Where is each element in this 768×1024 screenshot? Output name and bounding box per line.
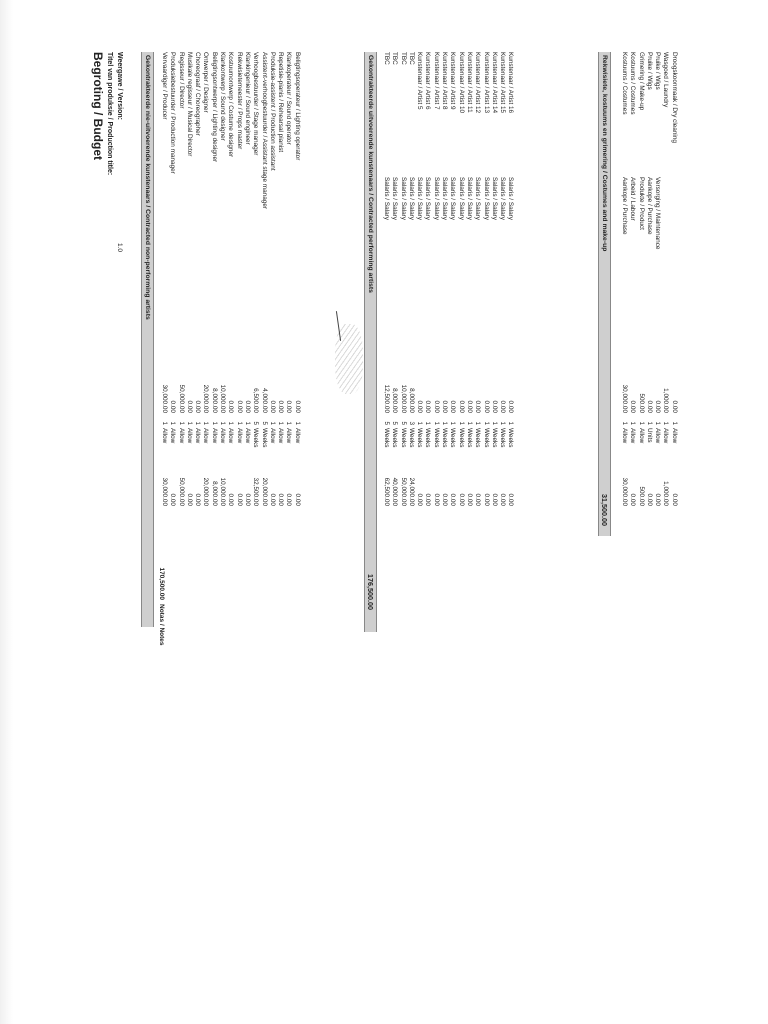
row-rate: 0.00 (244, 400, 251, 413)
section-2-total: 176,500.00 (366, 574, 375, 610)
row-item: Wasgoed / Laundry (662, 52, 670, 108)
row-unit: Weeks (474, 428, 482, 448)
row-total: 0.00 (227, 493, 235, 506)
row-type: Salaris / Salary (441, 177, 449, 220)
section-1-header (141, 52, 154, 627)
table-row (457, 52, 465, 692)
row-qty: 3 (407, 421, 415, 425)
row-rate: 0.00 (285, 400, 293, 413)
row-type: Salaris / Salary (466, 177, 473, 220)
row-rate: 30,000.00 (621, 384, 628, 413)
row-qty: 1 (432, 421, 440, 425)
section-3-heading: Rekwisiete, kostuums en grimering / Costumes and make-up (601, 55, 608, 252)
row-rate: 8,000.00 (407, 388, 415, 413)
table-row (440, 52, 448, 692)
row-unit: Allow (194, 428, 202, 444)
row-qty: 1 (621, 421, 628, 425)
row-rate: 0.00 (507, 400, 515, 413)
table-row (218, 52, 226, 692)
row-unit: Weeks (466, 428, 473, 448)
table-row (473, 52, 481, 692)
row-item: Kunstenaar / Artist 9 (449, 52, 457, 110)
row-item: Musikale regisseur / Musical Director (185, 52, 193, 157)
row-qty: 5 (260, 421, 268, 425)
row-unit: Allow (654, 428, 662, 444)
row-qty: 1 (202, 421, 210, 425)
row-item: Choreograaf / Choreographer (194, 52, 202, 136)
row-qty: 1 (185, 421, 193, 425)
row-item: Regisseur / Director (177, 52, 185, 109)
table-row (293, 52, 301, 692)
section-3-header (598, 52, 611, 536)
row-unit: Weeks (441, 428, 449, 448)
row-type: Salaris / Salary (407, 177, 415, 220)
row-unit: Weeks (490, 428, 498, 448)
row-qty: 1 (499, 421, 507, 425)
row-total: 30,000.00 (621, 477, 628, 506)
row-total: 0.00 (645, 493, 653, 506)
row-item: TBC (383, 52, 390, 65)
row-unit: Weeks (457, 428, 465, 448)
row-unit: Weeks (449, 428, 457, 448)
row-item: Ontwerper / Designer (202, 52, 210, 113)
row-total: 0.00 (268, 493, 276, 506)
row-qty: 1 (235, 421, 243, 425)
row-qty: 1 (645, 421, 653, 425)
row-rate: 8,000.00 (391, 388, 399, 413)
table-row (628, 52, 636, 692)
row-item: Kunstenaar / Artist 7 (432, 52, 440, 110)
row-type: Salaris / Salary (490, 177, 498, 220)
row-item: Vervaardiger / Producer (161, 52, 168, 120)
row-qty: 1 (268, 421, 276, 425)
row-unit: Allow (169, 428, 177, 444)
row-qty: 5 (399, 421, 407, 425)
row-total: 0.00 (482, 493, 490, 506)
row-item: Kostuums / Costumes (629, 52, 637, 115)
row-item: Kostuumontwerp / Costume designer (227, 52, 235, 158)
row-qty: 5 (383, 421, 390, 425)
row-total: 0.00 (244, 493, 251, 506)
row-rate: 0.00 (235, 400, 243, 413)
row-rate: 0.00 (293, 400, 301, 413)
row-unit: Weeks (424, 428, 432, 448)
row-type: Versorging / Maintenance (654, 177, 662, 250)
row-type: Salaris / Salary (432, 177, 440, 220)
row-total: 0.00 (474, 493, 482, 506)
row-item: Produksie-assistent / Production assistant (268, 52, 276, 171)
row-type: Salaris / Salary (416, 177, 424, 220)
table-row (448, 52, 456, 692)
row-rate: 0.00 (670, 400, 678, 413)
row-unit: Allow (185, 428, 193, 444)
row-qty: 1 (177, 421, 185, 425)
row-type: Aankope / Purchase (645, 177, 653, 235)
row-total: 0.00 (507, 493, 515, 506)
row-item: TBC (399, 52, 407, 65)
table-row (177, 52, 185, 692)
row-rate: 50,000.00 (177, 384, 185, 413)
scan-edge (0, 0, 13, 1024)
row-rate: 0.00 (499, 400, 507, 413)
row-total: 32,500.00 (252, 477, 260, 506)
row-type: Salaris / Salary (499, 177, 507, 220)
row-unit: Allow (219, 428, 227, 444)
row-total: 0.00 (277, 493, 285, 506)
row-item: Kunstenaar / Artist 14 (490, 52, 498, 114)
row-item: Klankoperateur / Sound operator (285, 52, 293, 145)
row-type: Salaris / Salary (457, 177, 465, 220)
table-row (168, 52, 176, 692)
row-unit: Weeks (399, 428, 407, 448)
row-total: 50,000.00 (399, 477, 407, 506)
row-rate: 0.00 (466, 400, 473, 413)
row-qty: 1 (194, 421, 202, 425)
row-item: TBC (407, 52, 415, 65)
row-qty: 1 (227, 421, 235, 425)
row-item: Kunstenaar / Artist 16 (507, 52, 515, 114)
row-total: 0.00 (449, 493, 457, 506)
table-row (285, 52, 293, 692)
table-row (202, 52, 210, 692)
row-rate: 30,000.00 (161, 384, 168, 413)
section-1-total: 170,500.00 (158, 567, 165, 600)
row-type: Salaris / Salary (507, 177, 515, 220)
row-qty: 5 (391, 421, 399, 425)
row-item: Beligtingsontwerper / Lighting designer (210, 52, 218, 163)
row-qty: 1 (457, 421, 465, 425)
row-qty: 1 (670, 421, 678, 425)
row-unit: Weeks (507, 428, 515, 448)
row-unit: Allow (177, 428, 185, 444)
table-row (210, 52, 218, 692)
row-unit: Weeks (260, 428, 268, 448)
row-item: Grimering / Make-up (637, 52, 645, 111)
row-qty: 1 (219, 421, 227, 425)
row-item: Rekwisietemeester / Props master (235, 52, 243, 150)
row-total: 0.00 (285, 493, 293, 506)
table-row (645, 52, 653, 692)
row-total: 0.00 (185, 493, 193, 506)
row-unit: Allow (629, 428, 637, 444)
table-row (482, 52, 490, 692)
row-rate: 12,500.00 (383, 384, 390, 413)
table-row (653, 52, 661, 692)
row-total: 0.00 (654, 493, 662, 506)
notes-header: Notas / Notes (158, 604, 165, 646)
row-total: 24,000.00 (407, 477, 415, 506)
row-total: 0.00 (499, 493, 507, 506)
row-total: 0.00 (629, 493, 637, 506)
table-row (399, 52, 407, 692)
table-row (432, 52, 440, 692)
row-type: Arbeid / Labour (629, 177, 637, 221)
row-unit: Allow (277, 428, 285, 444)
row-qty: 1 (285, 421, 293, 425)
row-item: Pruike / Wigs (645, 52, 653, 90)
row-qty: 1 (210, 421, 218, 425)
section-2-heading: Gekontrakteerde uitvoerende kunstenaars / Contracted performing artists (367, 55, 374, 293)
row-unit: Weeks (482, 428, 490, 448)
version-label: Weergawe / Version: (116, 52, 123, 120)
row-item: Kunstenaar / Artist 13 (482, 52, 490, 114)
row-qty: 1 (466, 421, 473, 425)
row-item: Produksiebestuurder / Production manager (169, 52, 177, 174)
row-unit: Allow (210, 428, 218, 444)
row-unit: Allow (662, 428, 670, 444)
table-row (490, 52, 498, 692)
row-rate: 0.00 (185, 400, 193, 413)
row-unit: Weeks (252, 428, 260, 448)
row-unit: Weeks (383, 428, 390, 448)
row-qty: 5 (252, 421, 260, 425)
row-item: Kunstenaar / Artist 10 (457, 52, 465, 114)
row-item: Kunstenaar / Artist 11 (466, 52, 473, 113)
row-rate: 0.00 (268, 400, 276, 413)
row-total: 20,000.00 (202, 477, 210, 506)
row-total: 40,000.00 (391, 477, 399, 506)
row-rate: 6,500.00 (252, 388, 260, 413)
row-qty: 1 (449, 421, 457, 425)
row-type: Salaris / Salary (474, 177, 482, 220)
row-unit: Allow (244, 428, 251, 444)
row-rate: 10,000.00 (219, 384, 227, 413)
row-item: Klankingenieur / Sound engineer (244, 52, 251, 145)
row-unit: Allow (227, 428, 235, 444)
row-item: Kunstenaar / Artist 8 (441, 52, 449, 110)
row-qty: 1 (637, 421, 645, 425)
section-3-total: 31,500.00 (600, 494, 609, 526)
row-item: Droogskoonmaak / Dry cleaning (670, 52, 678, 143)
version-value: 1.0 (116, 243, 123, 253)
row-item: Beligtingsoperateur / Lighting operator (293, 52, 301, 161)
row-qty: 1 (507, 421, 515, 425)
table-row (390, 52, 398, 692)
row-qty: 1 (662, 421, 670, 425)
row-item: Verhoogbestuurder / Stage manager (252, 52, 260, 156)
row-rate: 8,000.00 (210, 388, 218, 413)
table-row (507, 52, 515, 692)
row-rate: 500.00 (637, 393, 645, 413)
row-total: 10,000.00 (219, 477, 227, 506)
row-qty: 1 (482, 421, 490, 425)
row-total: 0.00 (235, 493, 243, 506)
row-qty: 1 (629, 421, 637, 425)
table-row (243, 52, 251, 692)
row-total: 0.00 (194, 493, 202, 506)
row-qty: 1 (161, 421, 168, 425)
row-total: 0.00 (490, 493, 498, 506)
row-total: 0.00 (441, 493, 449, 506)
row-rate: 0.00 (482, 400, 490, 413)
row-rate: 0.00 (629, 400, 637, 413)
row-item: TBC (391, 52, 399, 65)
row-item: Kunstenaar / Artist 6 (424, 52, 432, 110)
table-row (382, 52, 390, 692)
row-unit: Allow (202, 428, 210, 444)
table-row (498, 52, 506, 692)
row-total: 8,000.00 (210, 481, 218, 506)
row-rate: 0.00 (424, 400, 432, 413)
table-row (193, 52, 201, 692)
table-row (620, 52, 628, 692)
production-title-label: Titel van produksie / Production title: (106, 52, 113, 176)
table-row (637, 52, 645, 692)
row-rate: 10,000.00 (399, 384, 407, 413)
row-total: 1,000.00 (662, 481, 670, 506)
row-type: Salaris / Salary (399, 177, 407, 220)
row-unit: Weeks (499, 428, 507, 448)
row-item: Kunstenaar / Artist 5 (416, 52, 424, 110)
row-item: Repetisie-pianis / Rehearsal pianist (277, 52, 285, 153)
table-row (185, 52, 193, 692)
row-total: 50,000.00 (177, 477, 185, 506)
row-total: 0.00 (424, 493, 432, 506)
row-item: Assistent-verhoogbestuurder / Assistant stage manager (260, 52, 268, 210)
row-item: Kostuums / Costumes (621, 52, 628, 115)
row-total: 20,000.00 (260, 477, 268, 506)
row-total: 0.00 (416, 493, 424, 506)
table-row (407, 52, 415, 692)
row-unit: Allow (235, 428, 243, 444)
table-row (226, 52, 234, 692)
row-total: 0.00 (670, 493, 678, 506)
section-2-header (364, 52, 377, 632)
row-item: Pruike / Wigs (654, 52, 662, 90)
row-type: Salaris / Salary (482, 177, 490, 220)
row-qty: 1 (277, 421, 285, 425)
table-row (662, 52, 670, 692)
row-total: 500.00 (637, 486, 645, 506)
table-row (670, 52, 678, 692)
row-type: Aankope / Purchase (621, 177, 628, 235)
row-rate: 1,000.00 (662, 388, 670, 413)
row-type: Salaris / Salary (424, 177, 432, 220)
row-rate: 0.00 (457, 400, 465, 413)
row-rate: 0.00 (227, 400, 235, 413)
row-qty: 1 (293, 421, 301, 425)
row-rate: 0.00 (645, 400, 653, 413)
row-type: Produkte / Product (637, 177, 645, 230)
row-qty: 1 (416, 421, 424, 425)
row-unit: Allow (268, 428, 276, 444)
row-qty: 1 (424, 421, 432, 425)
row-qty: 1 (654, 421, 662, 425)
table-row (415, 52, 423, 692)
section-1-heading: Gekontrakteerde nie-uitvoerende kunstenaars / Contracted non-performing artists (144, 55, 151, 320)
table-row (424, 52, 432, 692)
row-unit: Weeks (407, 428, 415, 448)
row-rate: 4,000.00 (260, 388, 268, 413)
row-total: 0.00 (457, 493, 465, 506)
row-qty: 1 (474, 421, 482, 425)
table-row (160, 52, 168, 692)
row-rate: 0.00 (449, 400, 457, 413)
table-row (276, 52, 284, 692)
row-unit: Allow (161, 428, 168, 444)
row-qty: 1 (244, 421, 251, 425)
row-unit: Allow (637, 428, 645, 444)
row-rate: 0.00 (490, 400, 498, 413)
row-type: Salaris / Salary (391, 177, 399, 220)
row-unit: Weeks (432, 428, 440, 448)
row-rate: 0.00 (277, 400, 285, 413)
row-rate: 0.00 (194, 400, 202, 413)
row-rate: 0.00 (474, 400, 482, 413)
row-item: Kunstenaar / Artist 12 (474, 52, 482, 114)
row-total: 0.00 (293, 493, 301, 506)
table-row (235, 52, 243, 692)
row-rate: 0.00 (432, 400, 440, 413)
table-row (465, 52, 473, 692)
row-rate: 0.00 (169, 400, 177, 413)
row-qty: 1 (169, 421, 177, 425)
row-unit: Units (645, 428, 653, 443)
row-qty: 1 (441, 421, 449, 425)
row-total: 62,500.00 (383, 477, 390, 506)
row-unit: Allow (670, 428, 678, 444)
row-unit: Weeks (416, 428, 424, 448)
row-rate: 20,000.00 (202, 384, 210, 413)
row-item: Kunstenaar / Artist 15 (499, 52, 507, 114)
row-unit: Allow (293, 428, 301, 444)
row-unit: Allow (621, 428, 628, 444)
row-rate: 0.00 (416, 400, 424, 413)
table-row (268, 52, 276, 692)
row-item: Klankontwerp / Sound designer (219, 52, 227, 141)
row-rate: 0.00 (654, 400, 662, 413)
row-total: 30,000.00 (161, 477, 168, 506)
table-row (260, 52, 268, 692)
row-type: Salaris / Salary (449, 177, 457, 220)
row-rate: 0.00 (441, 400, 449, 413)
row-type: Salaris / Salary (383, 177, 390, 220)
row-total: 0.00 (432, 493, 440, 506)
row-unit: Allow (285, 428, 293, 444)
page-title: Begroting / Budget (91, 52, 105, 160)
row-unit: Weeks (391, 428, 399, 448)
row-total: 0.00 (169, 493, 177, 506)
row-total: 0.00 (466, 493, 473, 506)
table-row (251, 52, 259, 692)
row-qty: 1 (490, 421, 498, 425)
